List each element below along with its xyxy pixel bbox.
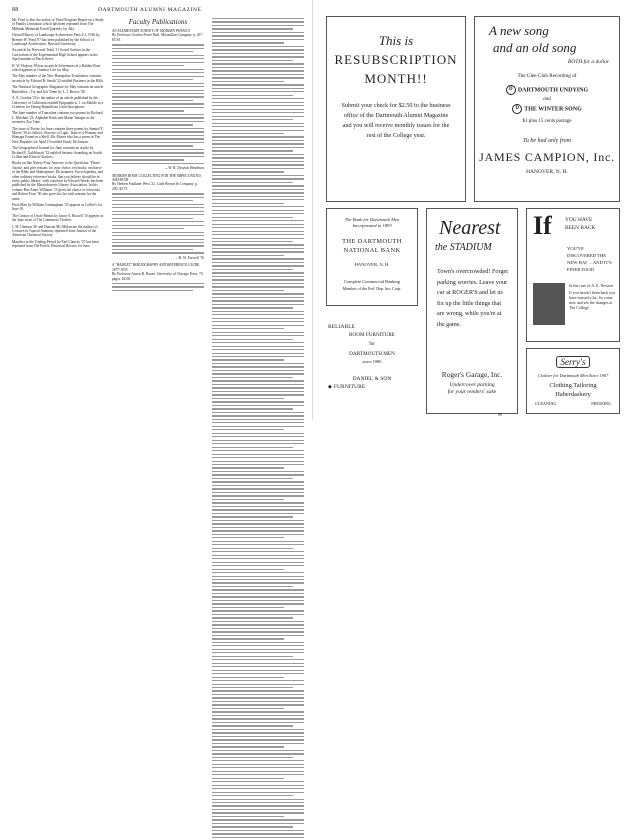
bank-line1: The Bank for Dartmouth Men [344,217,400,222]
review2-signature: —H. W. Farwell '10 [175,255,204,260]
bank-note2: Member of the Fed. Dep. Ins. Corp. [342,286,402,291]
resub-line2: RESUBSCRIPTION [334,52,458,67]
col1-para: Manifest in the Trading Period by Earl Clancey '27 has been reprinted from The Pacific Historical Review for June. [12,239,99,249]
song-had-from: To be had only from [523,138,571,144]
col1-para: The National Geographic Magazine for May contains an article Butterflies—Try and Get Them by L. I. Brown '38. [12,85,104,94]
song-seller: JAMES CAMPION, Inc. [479,150,615,164]
right-page [314,0,628,420]
left-column-3 [212,18,304,840]
bank-place: HANOVER, N. H. [354,262,390,267]
review-heading: AN ELEMENTARY SURVEY OF MODERN PHYSICS [112,29,190,33]
song-postage: $1 plus 15 cents postage [522,119,572,124]
serrys-logo: Serry's [556,356,591,368]
serrys-tag1: CLEANING [535,401,557,406]
col1-para: Books on like Ninety-Four Answers to the Questions: 'Please choose, and give reasons for your choice, ten books, exclusive of the Bible and Shakespeare, Dictionaries, Encyclopedias, and other ordinary reference books, that you believe should be in every public library,' with a preface by Edward Weeks has been published by the Massachusetts Library Association. In this volume Ben Ames Williams '10 gives his choice of ten books and Robert Frost '96 also gives his list with reasons for the same. [12,161,104,201]
resub-body: Submit your check for $2.50 to the business office of the Dartmouth Alumni Magazine and you will receive monthly issues for the rest of the College year. [341,102,451,139]
song-line1: A new song [489,23,549,38]
review2-body [112,193,204,254]
song-item2 [475,104,619,114]
song-item2-label: THE WINTER SONG [524,106,582,113]
running-head: DARTMOUTH ALUMNI MAGAZINE [98,7,202,13]
serrys-sub: Clothier for Dartmouth Men Since 1907 [537,373,609,378]
been-back-line2: BEEN BACK [565,225,596,231]
col1-para: Oxford History of Landscape Architecture Parts I-2, 1936 by Bremer W. Pond '07 has been published by the School of Landscape Architecture, Harvard University. [12,33,100,47]
song-item1-label: DARTMOUTH UNDYING [517,87,589,94]
bank-note1: Complete Commercial Banking [344,279,400,284]
been-back-line1: YOU HAVE [565,217,593,223]
been-back-big: If [533,211,552,240]
resub-line3: MONTH!! [364,71,428,86]
stadium-body: Town's overcrowded! Forget parking worries. Leave your car at ROGER'S and let us fix up the little things that are wrong, while you're at the game. [437,268,509,328]
furniture-ad [326,312,418,414]
col1-para: The June number of Transition contains two poems by Richard L. Eberhart '26, Alphabet Book and Maine Tanager in the seventies Zoo Tune. [12,111,103,125]
col1-para: H. W. Hopson '06 has an article Adventures in a Rubber Boat which appears in Outdoor Life for May. [12,63,100,73]
song-ad [474,16,620,202]
serrys-line1: Clothing Tailoring [549,382,597,389]
faculty-heading: Faculty Publications [128,18,188,26]
furniture-line1: RELIABLE [328,324,356,330]
furniture-line7-label: FURNITURE [333,384,366,390]
been-back-header [527,209,619,243]
bullet-icon: ◆ [328,385,332,390]
inn-photo [533,283,565,325]
song-item1 [475,85,619,95]
left-page [0,0,313,420]
column-1-text [12,18,104,249]
furniture-line7 [328,384,418,390]
song-line2: and an old song [493,40,577,55]
col1-para: The Geographical Journal for June contains an article by Richard F. Goldthwait '33 entitled Seismic Sounding on South Crillon and Klooch Glaciers. [12,146,102,159]
review-body [112,44,204,164]
review2-byline: By Herbert Faulkner West '22. Little Brown & Company. p. 209. $2.75. [112,182,198,191]
column-3-body [212,18,304,840]
been-back-note1: In the case of A. E. Newton [569,283,614,288]
review2-heading: MODERN BOOK COLLECTING FOR THE IMPECUNIOUS AMATEUR [112,173,201,182]
col1-para: The May number of the New Hampshire Troubadour contains an article by Edward B. Smith '32 entitled Business in the Hills. [12,74,104,83]
song-club: The Glee Club Recording of [517,73,577,79]
review3-heading: A "HAMLET" BIBLIOGRAPHY AND REFERENCE GUIDE, 1877-1935 [112,263,201,272]
left-column-2 [112,18,204,293]
furniture-line4: DARTMOUTH MEN [349,351,395,357]
serrys-tag2: PRESSING [591,401,611,406]
stadium-line2: the STADIUM [435,242,492,253]
col1-para: The issue of Poetry for June contains three poems by Samuel T. Moore '30 as follows: Practice of Light, Time of a Woman, and Homage Found in a Shell. Mr. Moore also has a poem in The New Republic for April 19 entitled Emily Dickinson. [12,126,104,144]
been-back-ad [526,208,620,342]
song-place: HANOVER, N. H. [526,169,568,175]
song-and: and [543,97,551,102]
review3-body [112,283,204,291]
bank-name2: NATIONAL BANK [343,247,401,254]
song-price-note: BOTH for a dollar [567,59,609,65]
been-back-body: YOU'VE DISCOVERED THE NEW HAT ... AND IT'S FINER FOOD [567,246,612,272]
furniture-line2: ROOM FURNITURE [349,332,395,338]
bank-line2: Incorporated in 1893 [352,223,392,228]
col1-para: A. E. Gordon '23 is the author of an article published by the University of California entitled Epigraphica: 1. on Marble as a Criterion for Dating Republican Latin Inscriptions. [12,96,104,109]
bank-name1: THE DARTMOUTH [342,238,402,245]
right-page-number: 89 [498,412,502,417]
rogers-line1: Undercover parking [449,382,495,388]
rogers-line2: for your tenders' sake [447,389,497,395]
left-column-1 [12,18,104,251]
rogers-name: Roger's Garage, Inc. [441,370,503,379]
resub-line1: This is [378,33,414,48]
col1-para: Pitch Man by William Cunningham '33 appears in Collier's for June 10. [12,203,103,212]
serrys-line2: Haberdashery [555,391,591,398]
been-back-footer [527,283,619,345]
col1-para: An article by Norwood Truitt '11 Social Science in the Curriculum of the Experimental High School appears in the April number of Bach Street. [12,48,98,62]
resubscription-ad [326,16,466,202]
been-back-note2: If you haven't been back you have missed a lot. So come now and see the changes at The College. [569,290,616,310]
furniture-line6: DANIEL & SON [352,376,392,382]
rogers-garage-ad [426,370,518,395]
furniture-line5: since 1886 [362,359,382,364]
furniture-line3: for [369,342,375,347]
dartmouth-shield-icon: D [512,104,522,114]
review-signature: —W. R. Drayton Hendrson [164,166,204,171]
serrys-ad [526,348,620,414]
left-page-number: 88 [12,7,19,13]
review3-byline: By Professor Anson B. Raven. University of Chicago Press. 70. pages. $2.00. [112,272,204,281]
col1-para: Mr. Fearl is also the author of Third Program Report on a Study of Family Limitation which has been reprinted from The Milbank Memorial Fund Quarterly for July. [12,18,104,31]
col1-para: The Creator of Uncle Remus by Jason A. Russell '10 appears in the June issue of The Commerce Teacher. [12,213,104,223]
stadium-line1: Nearest [439,217,501,239]
dartmouth-shield-icon: D [506,85,516,95]
col1-para: J. M. Gleason '40 and Duncan Mc-Millan are the authors of Lectures in Topical Anatomy reprinted from Journal of the American Chemical Society. [12,224,98,238]
review-byline: By Professor Gordon Ferrie Hull. Macmillan Company. p. 457. $5.50. [112,33,203,42]
bank-ad [326,208,418,306]
